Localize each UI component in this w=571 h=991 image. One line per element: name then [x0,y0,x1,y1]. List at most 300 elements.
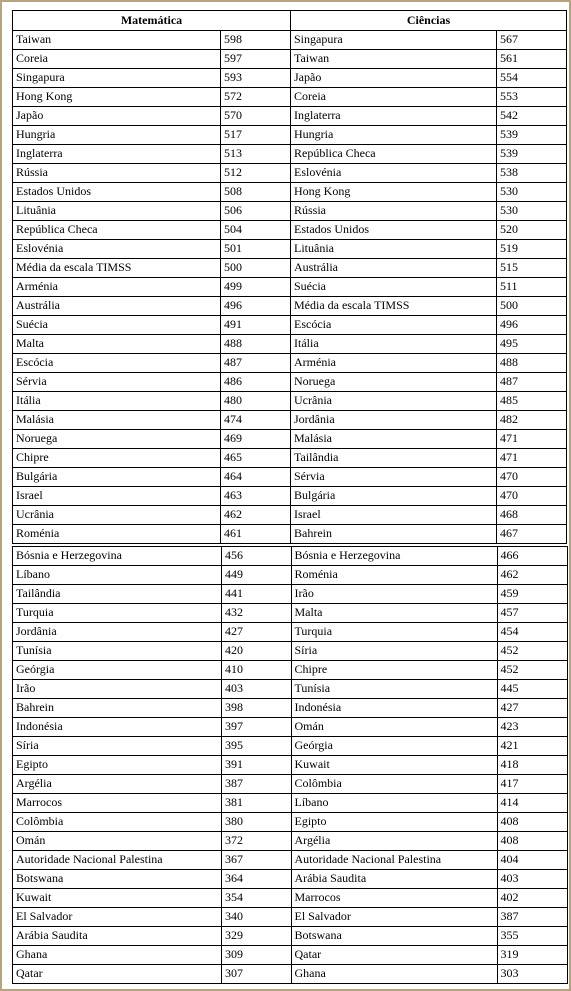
science-half [291,622,568,641]
math-half [12,220,291,239]
math-score: 387 [221,774,292,794]
science-score: 454 [497,622,568,642]
math-score: 512 [220,163,291,183]
science-score: 520 [496,220,567,240]
math-half [12,106,291,125]
science-score: 471 [496,429,567,449]
math-country: Israel [12,486,221,506]
math-half [12,850,292,869]
math-country: Ucrânia [12,505,221,525]
math-half [12,391,291,410]
science-score: 482 [496,410,567,430]
science-country: Malta [291,603,498,623]
math-country: Austrália [12,296,221,316]
science-score: 408 [497,812,568,832]
science-half [290,505,567,524]
math-country: Kuwait [12,888,222,908]
science-header-cell-wrap [290,10,567,30]
science-score: 462 [497,565,568,585]
science-score: 303 [497,964,568,984]
science-half [290,30,567,49]
science-score: 538 [496,163,567,183]
table-row [12,641,567,660]
math-country: Hong Kong [12,87,221,107]
math-half [12,125,291,144]
science-score: 530 [496,182,567,202]
science-half [291,603,568,622]
science-half [290,201,567,220]
table-row [12,125,567,144]
math-country: República Checa [12,220,221,240]
science-country: Taiwan [290,49,497,69]
table-row [12,391,567,410]
science-score: 470 [496,467,567,487]
science-country: Tunísia [291,679,498,699]
math-half [12,467,291,486]
science-half [290,315,567,334]
science-column-header: Ciências [290,10,567,31]
science-half [290,87,567,106]
science-score: 515 [496,258,567,278]
math-country: Escócia [12,353,221,373]
science-half [290,182,567,201]
math-half [12,315,291,334]
math-half [12,641,292,660]
science-country: Escócia [290,315,497,335]
science-score: 387 [497,907,568,927]
science-country: Jordânia [290,410,497,430]
math-score: 488 [220,334,291,354]
math-country: Singapura [12,68,221,88]
science-country: Chipre [291,660,498,680]
math-country: Rússia [12,163,221,183]
math-score: 372 [221,831,292,851]
math-country: Itália [12,391,221,411]
table-section-above [12,30,567,543]
math-score: 487 [220,353,291,373]
math-half [12,410,291,429]
science-country: Japão [290,68,497,88]
math-half [12,926,292,945]
math-score: 461 [220,524,291,544]
science-half [290,524,567,543]
science-score: 459 [497,584,568,604]
table-row [12,277,567,296]
table-row [12,410,567,429]
science-country: Tailândia [290,448,497,468]
science-country: Líbano [291,793,498,813]
math-country: Hungria [12,125,221,145]
math-half [12,448,291,467]
math-country: Estados Unidos [12,182,221,202]
science-score: 355 [497,926,568,946]
math-half [12,505,291,524]
science-country: Noruega [290,372,497,392]
science-score: 500 [496,296,567,316]
math-half [12,736,292,755]
math-half [12,353,291,372]
science-score: 402 [497,888,568,908]
math-half [12,201,291,220]
math-score: 506 [220,201,291,221]
science-score: 404 [497,850,568,870]
table-row [12,296,567,315]
science-country: Estados Unidos [290,220,497,240]
science-half [290,448,567,467]
table-row [12,755,567,774]
science-country: Colômbia [291,774,498,794]
science-country: Turquia [291,622,498,642]
table-row [12,315,567,334]
science-score: 421 [497,736,568,756]
math-score: 508 [220,182,291,202]
math-score: 380 [221,812,292,832]
science-country: Israel [290,505,497,525]
science-half [290,258,567,277]
math-score: 480 [220,391,291,411]
math-half [12,182,291,201]
table-row [12,831,567,850]
math-half [12,679,292,698]
science-half [290,486,567,505]
science-half [291,679,568,698]
math-half [12,755,292,774]
science-score: 471 [496,448,567,468]
math-country: Tailândia [12,584,222,604]
math-half [12,163,291,182]
math-country: Irão [12,679,222,699]
math-half [12,793,292,812]
science-country: Coreia [290,87,497,107]
math-country: Egipto [12,755,222,775]
math-score: 367 [221,850,292,870]
math-half [12,429,291,448]
math-score: 427 [221,622,292,642]
science-score: 511 [496,277,567,297]
math-country: Qatar [12,964,222,984]
math-country: Líbano [12,565,222,585]
science-country: Suécia [290,277,497,297]
math-country: Arménia [12,277,221,297]
science-score: 417 [497,774,568,794]
math-country: Bulgária [12,467,221,487]
math-score: 517 [220,125,291,145]
science-half [290,353,567,372]
math-score: 410 [221,660,292,680]
table-row [12,546,567,565]
math-half [12,334,291,353]
math-score: 432 [221,603,292,623]
table-row [12,565,567,584]
science-half [291,831,568,850]
math-half [12,964,292,983]
science-half [290,410,567,429]
science-score: 319 [497,945,568,965]
math-country: Autoridade Nacional Palestina [12,850,222,870]
table-row [12,698,567,717]
math-country: Tunísia [12,641,222,661]
science-country: Kuwait [291,755,498,775]
science-country: Austrália [290,258,497,278]
math-score: 340 [221,907,292,927]
math-score: 593 [220,68,291,88]
math-country: El Salvador [12,907,222,927]
math-half [12,30,291,49]
math-country: Chipre [12,448,221,468]
math-score: 597 [220,49,291,69]
math-score: 354 [221,888,292,908]
math-score: 474 [220,410,291,430]
science-half [291,546,568,565]
math-half [12,774,292,793]
table-row [12,524,567,543]
science-country: Marrocos [291,888,498,908]
math-country: Taiwan [12,30,221,50]
math-score: 570 [220,106,291,126]
math-score: 462 [220,505,291,525]
table-row [12,850,567,869]
science-half [291,812,568,831]
table-row [12,334,567,353]
math-country: Jordânia [12,622,222,642]
math-half [12,660,292,679]
math-half [12,698,292,717]
math-score: 397 [221,717,292,737]
science-half [291,774,568,793]
math-half [12,831,292,850]
science-half [290,239,567,258]
science-country: Arménia [290,353,497,373]
math-score: 309 [221,945,292,965]
table-row [12,964,567,983]
math-country: Eslovénia [12,239,221,259]
science-country: Bahrein [290,524,497,544]
table-row [12,945,567,964]
science-country: Geórgia [291,736,498,756]
math-country: Indonésia [12,717,222,737]
math-country: Coreia [12,49,221,69]
science-country: Ucrânia [290,391,497,411]
math-score: 504 [220,220,291,240]
math-half [12,546,292,565]
math-score: 496 [220,296,291,316]
science-score: 408 [497,831,568,851]
science-country: Hong Kong [290,182,497,202]
science-country: Singapura [290,30,497,50]
science-country: Indonésia [291,698,498,718]
math-half [12,486,291,505]
math-country: Argélia [12,774,222,794]
science-half [291,869,568,888]
table-row [12,926,567,945]
science-half [291,584,568,603]
math-score: 329 [221,926,292,946]
science-country: Omán [291,717,498,737]
science-country: Ghana [291,964,498,984]
math-score: 598 [220,30,291,50]
science-half [291,736,568,755]
science-half [290,68,567,87]
science-country: Irão [291,584,498,604]
math-score: 449 [221,565,292,585]
math-half [12,296,291,315]
science-score: 457 [497,603,568,623]
math-score: 463 [220,486,291,506]
math-half [12,68,291,87]
math-country: Botswana [12,869,222,889]
science-half [290,296,567,315]
math-country: Ghana [12,945,222,965]
science-country: Lituânia [290,239,497,259]
science-score: 519 [496,239,567,259]
math-country: Colômbia [12,812,222,832]
math-half [12,239,291,258]
science-score: 495 [496,334,567,354]
science-half [291,641,568,660]
science-half [290,125,567,144]
math-score: 513 [220,144,291,164]
math-country: Síria [12,736,222,756]
science-score: 466 [497,546,568,566]
table-row [12,660,567,679]
science-country: Eslovénia [290,163,497,183]
science-half [290,220,567,239]
table-row [12,258,567,277]
math-country: Bósnia e Herzegovina [12,546,222,566]
math-country: Arábia Saudita [12,926,222,946]
table-row [12,812,567,831]
math-column-header: Matemática [12,10,291,31]
table-row [12,220,567,239]
math-score: 500 [220,258,291,278]
math-half [12,717,292,736]
math-score: 464 [220,467,291,487]
science-score: 470 [496,486,567,506]
science-country: Sérvia [290,467,497,487]
science-country: Autoridade Nacional Palestina [291,850,498,870]
science-country: Itália [290,334,497,354]
table-row [12,182,567,201]
table-row [12,467,567,486]
math-score: 456 [221,546,292,566]
science-half [290,106,567,125]
table-row [12,736,567,755]
science-score: 445 [497,679,568,699]
math-score: 501 [220,239,291,259]
math-score: 395 [221,736,292,756]
science-country: República Checa [290,144,497,164]
science-half [290,144,567,163]
math-half [12,277,291,296]
table-row [12,30,567,49]
table-row [12,679,567,698]
science-half [290,391,567,410]
table-row [12,372,567,391]
math-country: Omán [12,831,222,851]
table-row [12,144,567,163]
math-country: Roménia [12,524,221,544]
math-country: Turquia [12,603,222,623]
math-score: 398 [221,698,292,718]
science-score: 496 [496,315,567,335]
math-country: Sérvia [12,372,221,392]
science-half [291,717,568,736]
science-score: 418 [497,755,568,775]
science-score: 561 [496,49,567,69]
science-half [291,907,568,926]
math-half [12,258,291,277]
math-half [12,49,291,68]
math-score: 499 [220,277,291,297]
table-row [12,106,567,125]
science-score: 468 [496,505,567,525]
science-score: 539 [496,125,567,145]
math-score: 465 [220,448,291,468]
science-score: 488 [496,353,567,373]
math-score: 491 [220,315,291,335]
table-row [12,68,567,87]
math-half [12,565,292,584]
science-half [291,793,568,812]
math-half [12,622,292,641]
math-country: Marrocos [12,793,222,813]
math-half [12,945,292,964]
math-half [12,584,292,603]
math-score: 486 [220,372,291,392]
science-score: 539 [496,144,567,164]
math-header-cell-wrap [12,10,291,30]
science-country: Argélia [291,831,498,851]
science-country: Inglaterra [290,106,497,126]
science-score: 530 [496,201,567,221]
table-row [12,888,567,907]
science-score: 403 [497,869,568,889]
table-row [12,717,567,736]
table-row [12,505,567,524]
table-row [12,87,567,106]
science-half [291,945,568,964]
math-score: 469 [220,429,291,449]
table-row [12,163,567,182]
science-half [291,964,568,983]
science-half [290,467,567,486]
table-row [12,353,567,372]
science-half [290,277,567,296]
science-half [291,660,568,679]
math-score: 381 [221,793,292,813]
science-country: Egipto [291,812,498,832]
science-score: 485 [496,391,567,411]
table-header-row [12,10,567,30]
science-score: 452 [497,660,568,680]
science-score: 427 [497,698,568,718]
table-row [12,448,567,467]
science-half [291,755,568,774]
math-half [12,524,291,543]
science-half [291,565,568,584]
math-country: Noruega [12,429,221,449]
science-half [290,49,567,68]
science-country: Malásia [290,429,497,449]
math-half [12,907,292,926]
science-score: 487 [496,372,567,392]
math-half [12,87,291,106]
math-half [12,603,292,622]
science-country: Média da escala TIMSS [290,296,497,316]
table-row [12,584,567,603]
math-score: 307 [221,964,292,984]
science-half [291,698,568,717]
